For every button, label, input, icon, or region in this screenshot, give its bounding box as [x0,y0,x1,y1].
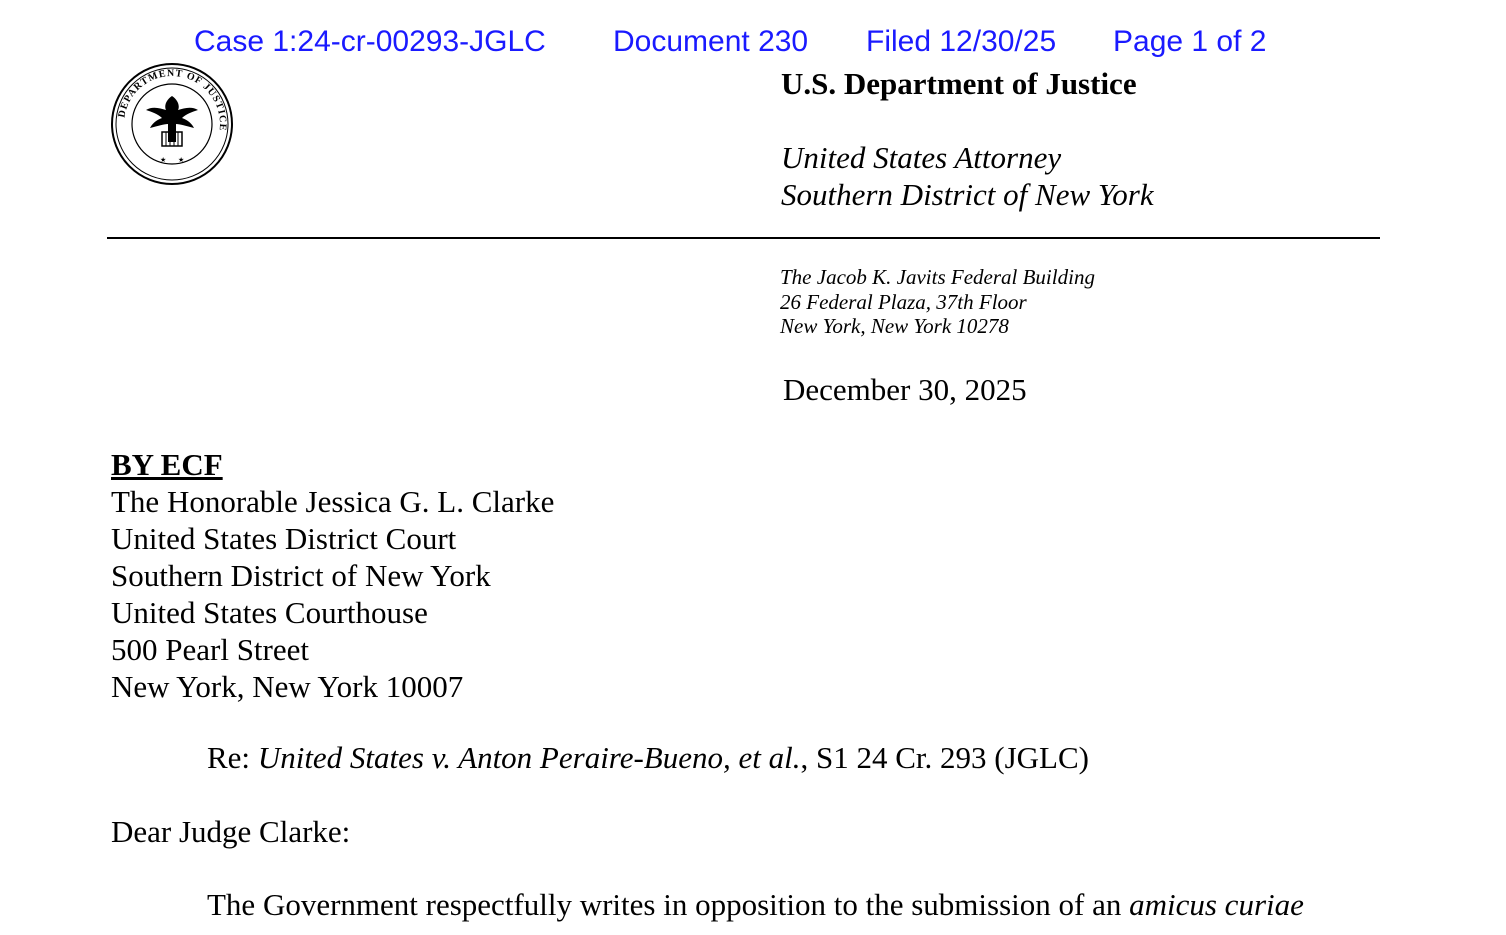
salutation: Dear Judge Clarke: [111,814,351,849]
department-name: U.S. Department of Justice [781,66,1137,101]
letterhead-divider [107,237,1380,239]
svg-text:★: ★ [178,156,185,164]
body-italic-term: amicus curiae [1129,887,1304,922]
seal-text: DEPARTMENT OF JUSTICE [116,67,229,132]
body-paragraph [207,886,1304,923]
addressee-block [111,446,554,705]
office-name: United States Attorney [781,140,1062,175]
delivery-method: BY ECF [111,447,223,482]
re-prefix: Re: [207,740,258,775]
department-of-justice-seal-icon [110,62,234,186]
district-name: Southern District of New York [781,177,1154,212]
case-docket: , S1 24 Cr. 293 (JGLC) [800,740,1089,775]
address-line: New York, New York 10278 [780,314,1009,338]
case-number: Case 1:24-cr-00293-JGLC [194,25,546,58]
address-line: 26 Federal Plaza, 37th Floor [780,289,1027,314]
page-indicator: Page 1 of 2 [1113,25,1267,58]
addressee-line: 500 Pearl Street [111,632,310,667]
letter-date: December 30, 2025 [783,372,1027,407]
addressee-line: Southern District of New York [111,558,491,593]
document-number: Document 230 [613,25,809,58]
svg-text:★: ★ [160,156,167,164]
case-name: United States v. Anton Peraire-Bueno, et al. [257,740,801,775]
re-line [207,739,1089,776]
filed-date: Filed 12/30/25 [866,25,1057,58]
addressee-line: New York, New York 10007 [111,669,464,704]
office-address [780,265,1095,339]
address-line: The Jacob K. Javits Federal Building [780,265,1095,289]
addressee-line: United States District Court [111,521,457,556]
body-text: The Government respectfully writes in opposition to the submission of an [207,887,1130,922]
addressee-line: The Honorable Jessica G. L. Clarke [111,484,555,519]
addressee-line: United States Courthouse [111,595,428,630]
